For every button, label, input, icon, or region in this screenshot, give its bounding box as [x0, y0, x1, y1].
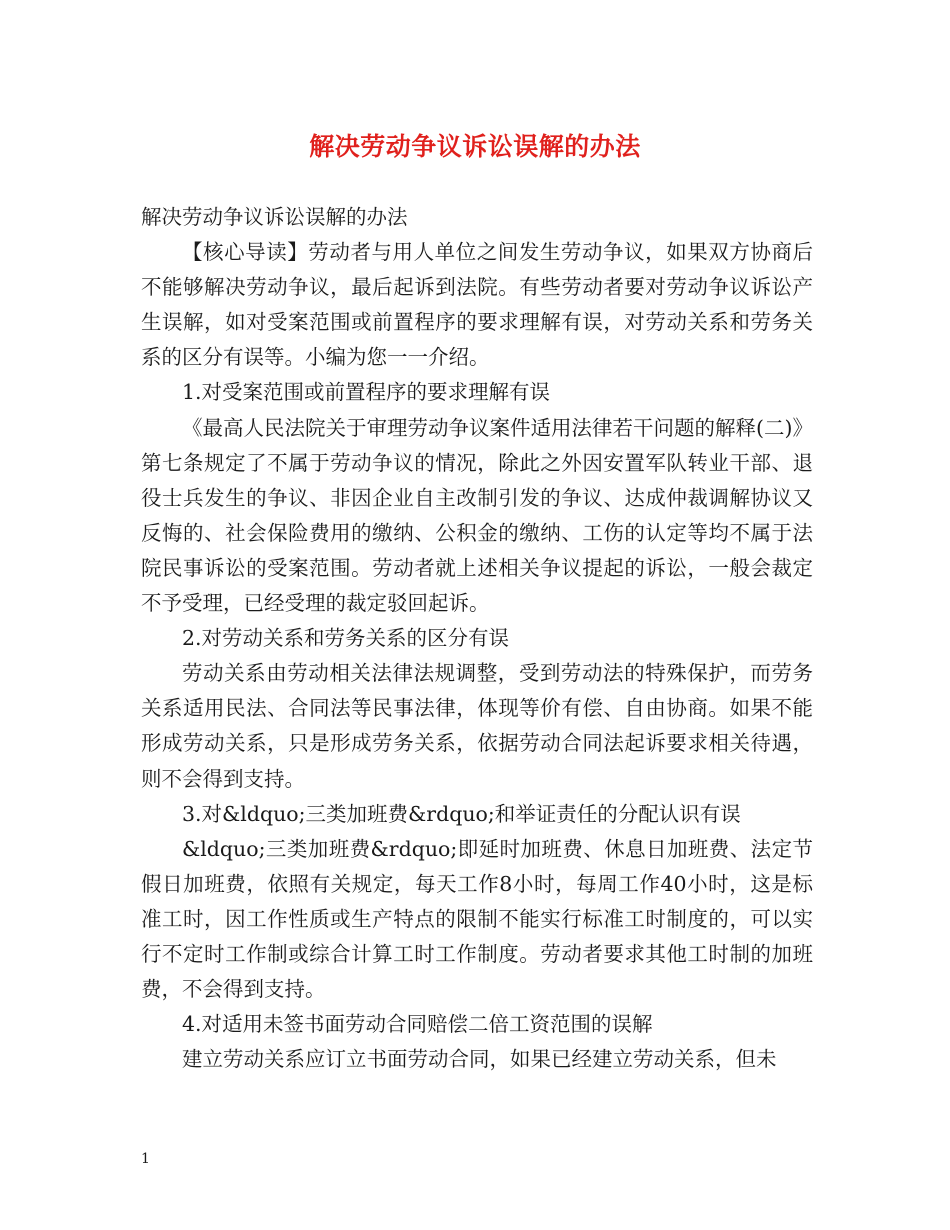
- core-guide-paragraph: 【核心导读】劳动者与用人单位之间发生劳动争议，如果双方协商后不能够解决劳动争议，最后起诉到法院。有些劳动者要对劳动争议诉讼产生误解，如对受案范围或前置程序的要求理解有误，对劳动关系和劳务关系的区分有误等。小编为您一一介绍。: [141, 240, 813, 370]
- body-heading: 解决劳动争议诉讼误解的办法: [141, 205, 408, 229]
- section-paragraph-2: 劳动关系由劳动相关法律法规调整，受到劳动法的特殊保护，而劳务关系适用民法、合同法等民事法律，体现等价有偿、自由协商。如果不能形成劳动关系，只是形成劳务关系，依据劳动合同法起诉要求相关待遇，则不会得到支持。: [141, 661, 813, 791]
- document-title: 解决劳动争议诉讼误解的办法: [309, 132, 641, 161]
- section-heading-1: 1.对受案范围或前置程序的要求理解有误: [182, 380, 551, 405]
- page-number: 1: [141, 1151, 150, 1167]
- section-heading-2: 2.对劳动关系和劳务关系的区分有误: [182, 626, 510, 651]
- document-body: [141, 200, 813, 1077]
- section-paragraph-4: 建立劳动关系应订立书面劳动合同，如果已经建立劳动关系，但未: [182, 1047, 777, 1072]
- section-heading-4: 4.对适用未签书面劳动合同赔偿二倍工资范围的误解: [182, 1012, 653, 1037]
- section-heading-3: 3.对&ldquo;三类加班费&rdquo;和举证责任的分配认识有误: [182, 801, 741, 826]
- section-paragraph-3: &ldquo;三类加班费&rdquo;即延时加班费、休息日加班费、法定节假日加班费，依照有关规定，每天工作8小时，每周工作40小时，这是标准工时，因工作性质或生产特点的限制不能实行标准工时制度的，可以实行不定时工作制或综合计算工时工作制度。劳动者要求其他工时制的加班费，不会得到支持。: [141, 836, 813, 1002]
- section-paragraph-1: 《最高人民法院关于审理劳动争议案件适用法律若干问题的解释(二)》第七条规定了不属于劳动争议的情况，除此之外因安置军队转业干部、退役士兵发生的争议、非因企业自主改制引发的争议、达成仲裁调解协议又反悔的、社会保险费用的缴纳、公积金的缴纳、工伤的认定等均不属于法院民事诉讼的受案范围。劳动者就上述相关争议提起的诉讼，一般会裁定不予受理，已经受理的裁定驳回起诉。: [141, 415, 813, 616]
